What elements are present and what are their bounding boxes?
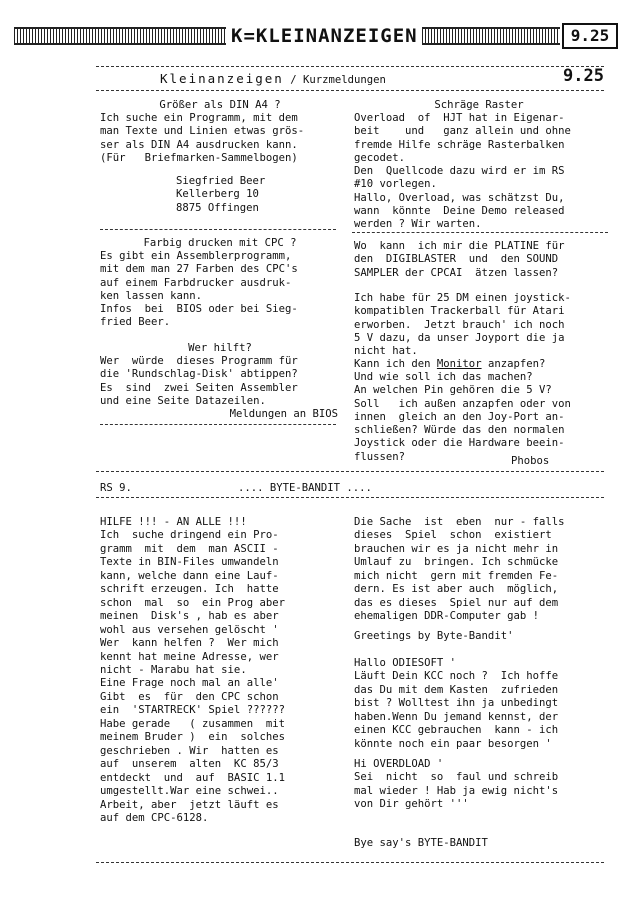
ad-monitor-line — [354, 358, 545, 371]
ad-body: Es gibt ein Assemblerprogramm, mit dem man 27 Farben des CPC's auf einem Farbdrucker ausdruk- ken lassen kann. Infos bei BIOS oder bei Sieg- fried Beer. — [100, 250, 298, 329]
divider — [96, 90, 604, 91]
article-body: Hi OVERDLOAD ' Sei nicht so faul und schreib mal wieder ! Hab ja ewig nicht's von Dir gehört ''' — [354, 758, 559, 811]
ad-text: Kann ich den — [354, 358, 437, 370]
divider — [96, 497, 604, 498]
section-heading: .... BYTE-BANDIT .... — [238, 482, 372, 494]
ad-title: Wer hilft? — [188, 342, 252, 354]
divider — [352, 232, 608, 233]
banner-page-number: 9.25 — [562, 23, 618, 49]
ad-text: anzapfen? — [481, 358, 546, 370]
ad-body: Overload of HJT hat in Eigenar- beit und ganz allein und ohne fremde Hilfe schräge Rasterbalken gecodet. Den Quellcode dazu wird er im RS #10 vorlegen. Hallo, Overload, was schätzst Du, wann könnte Deine Demo released werden ? Wir warten. — [354, 112, 571, 231]
divider — [100, 229, 336, 230]
section-title — [160, 71, 386, 86]
ad-body: Ich habe für 25 DM einen joystick- kompatiblen Trackerball für Atari erworben. Jetzt brauch' ich noch 5 V dazu, da unser Joyport die ja nicht hat. — [354, 292, 571, 358]
article-greeting: Greetings by Byte-Bandit' — [354, 630, 514, 642]
article-body: HILFE !!! - AN ALLE !!! Ich suche dringend ein Pro- gramm mit dem man ASCII - Texte in BIN-Files umwandeln kann, welche dann eine Lauf- schrift erzeugen. Ich hatte schon mal so ein Prog aber meinen Disk's , hab es aber wohl aus versehen gelöscht ' Wer kann helfen ? Wer mich kennt hat meine Adresse, wer nicht - Marabu hat sie. Eine Frage noch mal an alle' Gibt es für den CPC schon ein 'STARTRECK' Spiel ?????? Habe gerade ( zusammen mit meinem Bruder ) ein solches geschrieben . Wir hatten es auf unserem alten KC 85/3 entdeckt und auf BASIC 1.1 umgestellt.War eine schwei.. Arbeit, aber jetzt läuft es auf dem CPC-6128. — [100, 516, 285, 824]
ad-signature: Meldungen an BIOS — [229, 408, 338, 420]
divider — [96, 66, 604, 67]
section-label: RS 9. — [100, 482, 132, 494]
banner-hatch-right — [422, 27, 560, 45]
ad-body: Wer würde dieses Programm für die 'Rundschlag-Disk' abtippen? Es sind zwei Seiten Assembler und eine Seite Datazeilen. — [100, 355, 298, 407]
banner — [14, 23, 618, 49]
ad-body: Ich suche ein Programm, mit dem man Texte und Linien etwas grös- ser als DIN A4 ausdrucken kann. (Für Briefmarken-Sammelbogen) — [100, 112, 305, 164]
ad-title: Schräge Raster — [434, 99, 524, 111]
article-signoff: Bye say's BYTE-BANDIT — [354, 837, 488, 849]
ad-body: Wo kann ich mir die PLATINE für den DIGIBLASTER und den SOUND SAMPLER der CPCAI ätzen lassen? — [354, 240, 565, 279]
divider — [96, 471, 604, 472]
ad-address: Siegfried Beer Kellerberg 10 8875 Offingen — [176, 175, 266, 214]
banner-hatch-left — [14, 27, 226, 45]
ad-text-underlined: Monitor — [436, 358, 482, 370]
section-title-rest: / Kurzmeldungen — [283, 74, 386, 86]
ad-title: Farbig drucken mit CPC ? — [143, 237, 297, 249]
section-title-main: Kleinanzeigen — [160, 71, 284, 86]
ad-signature: Phobos — [511, 455, 550, 467]
article-body: Die Sache ist eben nur - falls dieses Spiel schon existiert brauchen wir es ja nicht mehr in Umlauf zu bringen. Ich schmücke mich nicht gern mit fremden Fe- dern. Es ist aber auch möglich, das es dieses Spiel nur auf dem ehemaligen DDR-Computer gab ! — [354, 516, 565, 623]
divider — [96, 862, 604, 863]
ad-title: Größer als DIN A4 ? — [159, 99, 281, 111]
banner-title: K=KLEINANZEIGEN — [231, 25, 418, 47]
divider — [100, 424, 336, 425]
article-body: Hallo ODIESOFT ' Läuft Dein KCC noch ? Ich hoffe das Du mit dem Kasten zufrieden bist ? Wolltest ihn ja unbedingt haben.Wenn Du jemand kennst, der einen KCC gebrauchen kann - ich könnte noch ein paar besorgen ' — [354, 657, 559, 750]
ad-body: Und wie soll ich das machen? An welchen Pin gehören die 5 V? Soll ich außen anzapfen oder von innen gleich an den Joy-Port an- schließen? Würde das den normalen Joystick oder die Hardware beein- flussen? — [354, 371, 571, 463]
section-page-number: 9.25 — [563, 66, 604, 86]
